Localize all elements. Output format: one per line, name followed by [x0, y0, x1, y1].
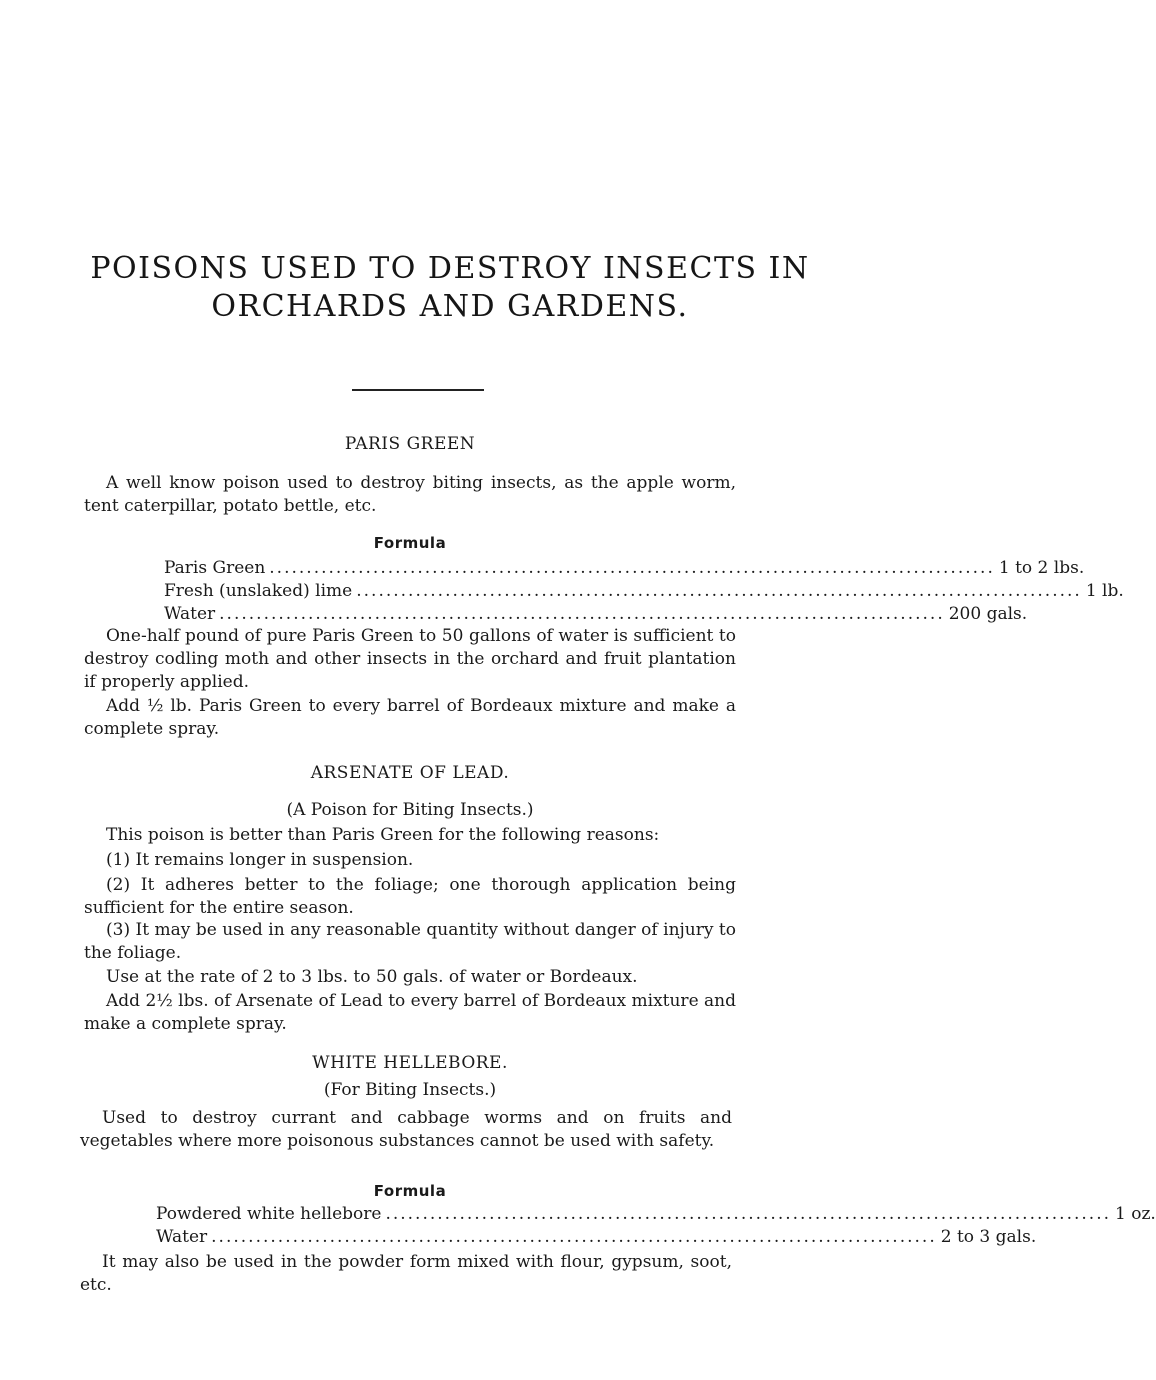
- arsenate-paragraph: This poison is better than Paris Green for the following reasons:: [106, 825, 660, 845]
- paris-green-intro: A well know poison used to destroy biting insects, as the apple worm, tent caterpillar, potato bettle, etc.: [84, 473, 736, 516]
- page-title: [80, 250, 820, 326]
- formula-qty: 200 gals.: [948, 604, 1028, 624]
- formula-qty: 2 to 3 gals.: [940, 1227, 1037, 1247]
- formula-item: Fresh (unslaked) lime: [164, 581, 353, 601]
- formula-item: Water: [156, 1227, 208, 1247]
- hellebore-formula-label: Formula: [373, 1182, 447, 1200]
- formula-item: Paris Green: [164, 558, 266, 578]
- formula-qty: 1 oz.: [1115, 1204, 1156, 1224]
- paris-green-paragraph-2: Add ½ lb. Paris Green to every barrel of Bordeaux mixture and make a complete spray.: [84, 696, 736, 739]
- section-heading-paris-green: PARIS GREEN: [344, 434, 476, 454]
- formula-qty: 1 to 2 lbs.: [998, 558, 1085, 578]
- formula-row: Fresh (unslaked) lime .................................................................................................. 1 lb.: [164, 581, 1124, 601]
- formula-item: Water: [164, 604, 216, 624]
- formula-row: Powdered white hellebore .................................................................................................. 1 oz.: [156, 1204, 1156, 1224]
- arsenate-paragraph: Add 2½ lbs. of Arsenate of Lead to every barrel of Bordeaux mixture and make a complete spray.: [84, 991, 736, 1034]
- paris-green-formula-table: [164, 557, 1124, 626]
- section-heading-white-hellebore: WHITE HELLEBORE.: [312, 1053, 508, 1073]
- formula-row: Paris Green .................................................................................................. 1 to 2 lbs.: [164, 558, 1085, 578]
- arsenate-paragraph: (1) It remains longer in suspension.: [106, 850, 414, 870]
- title-line-1: POISONS USED TO DESTROY INSECTS IN: [90, 251, 810, 286]
- title-line-2: ORCHARDS AND GARDENS.: [211, 289, 689, 324]
- title-divider: [352, 389, 484, 391]
- formula-item: Powdered white hellebore: [156, 1204, 382, 1224]
- formula-row: Water .................................................................................................. 200 gals.: [164, 604, 1028, 624]
- hellebore-subheading: (For Biting Insects.): [323, 1080, 497, 1100]
- hellebore-closing: It may also be used in the powder form mixed with flour, gypsum, soot, etc.: [80, 1252, 732, 1295]
- arsenate-paragraph: Use at the rate of 2 to 3 lbs. to 50 gals. of water or Bordeaux.: [106, 967, 638, 987]
- arsenate-paragraph: (2) It adheres better to the foliage; one thorough application being sufficient for the entire season.: [84, 875, 736, 918]
- arsenate-subheading: (A Poison for Biting Insects.): [286, 800, 534, 820]
- section-heading-arsenate-of-lead: ARSENATE OF LEAD.: [310, 763, 510, 783]
- hellebore-formula-table: [156, 1203, 1156, 1249]
- paris-green-formula-label: Formula: [373, 534, 447, 552]
- arsenate-paragraph: (3) It may be used in any reasonable quantity without danger of injury to the foliage.: [84, 920, 736, 963]
- formula-qty: 1 lb.: [1085, 581, 1124, 601]
- paris-green-paragraph-1: One-half pound of pure Paris Green to 50 gallons of water is sufficient to destroy codling moth and other insects in the orchard and fruit plantation if properly applied.: [84, 626, 736, 692]
- hellebore-intro: Used to destroy currant and cabbage worms and on fruits and vegetables where more poisonous substances cannot be used with safety.: [80, 1108, 732, 1151]
- formula-row: Water .................................................................................................. 2 to 3 gals.: [156, 1227, 1037, 1247]
